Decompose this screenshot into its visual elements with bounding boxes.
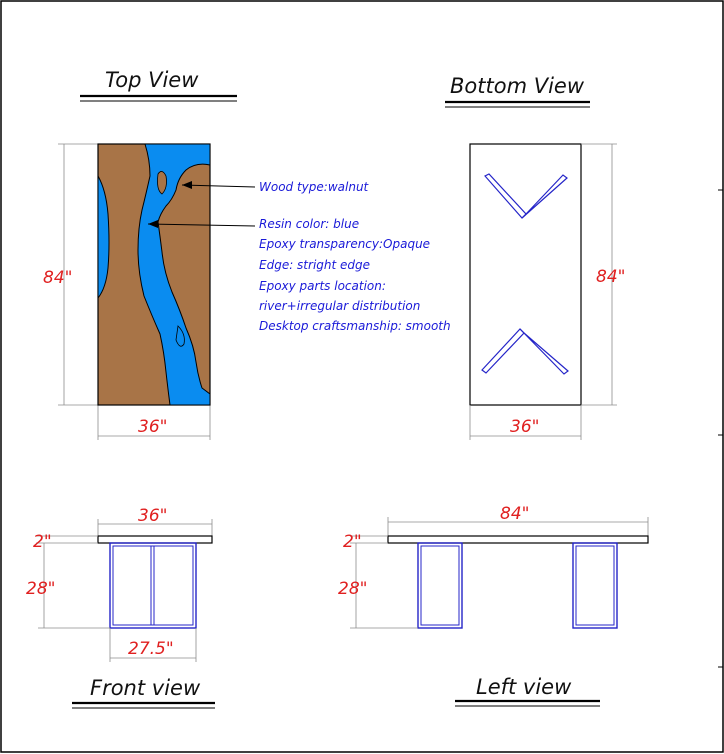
front-view (26, 506, 215, 708)
bottom-width-label: 36" (510, 417, 540, 437)
left-height-label: 28" (338, 579, 368, 599)
top-width-label: 36" (138, 417, 168, 437)
left-leg-1 (418, 543, 462, 628)
top-length-label: 84" (43, 268, 73, 288)
note-epoxy-location: Epoxy parts location: (259, 279, 386, 293)
front-leg-frame-inner (113, 546, 193, 625)
top-view (43, 68, 451, 440)
front-tabletop (98, 536, 212, 543)
front-view-title: Front view (90, 676, 201, 700)
note-epoxy-transparency: Epoxy transparency:Opaque (259, 237, 431, 251)
left-tabletop (388, 536, 648, 543)
note-resin-color: Resin color: blue (259, 217, 360, 231)
bottom-view-title: Bottom View (450, 74, 584, 98)
front-height-label: 28" (26, 579, 56, 599)
left-leg-1-inner (421, 546, 459, 625)
top-view-title: Top View (105, 68, 199, 92)
left-leg-2 (573, 543, 617, 628)
front-leg-width-label: 27.5" (128, 639, 174, 659)
left-view (338, 504, 648, 706)
front-leg-frame (110, 543, 196, 628)
left-thickness-label: 2" (343, 532, 362, 552)
bottom-length-label: 84" (596, 267, 626, 287)
front-width-label: 36" (138, 506, 168, 526)
left-leg-2-inner (576, 546, 614, 625)
note-craftsmanship: Desktop craftsmanship: smooth (259, 319, 451, 333)
note-epoxy-distribution: river+irregular distribution (259, 299, 421, 313)
note-wood-type: Wood type:walnut (259, 180, 369, 194)
left-view-title: Left view (476, 675, 572, 699)
bottom-view (445, 74, 625, 440)
left-length-label: 84" (500, 504, 530, 524)
front-thickness-label: 2" (33, 532, 52, 552)
note-edge: Edge: stright edge (259, 258, 371, 272)
